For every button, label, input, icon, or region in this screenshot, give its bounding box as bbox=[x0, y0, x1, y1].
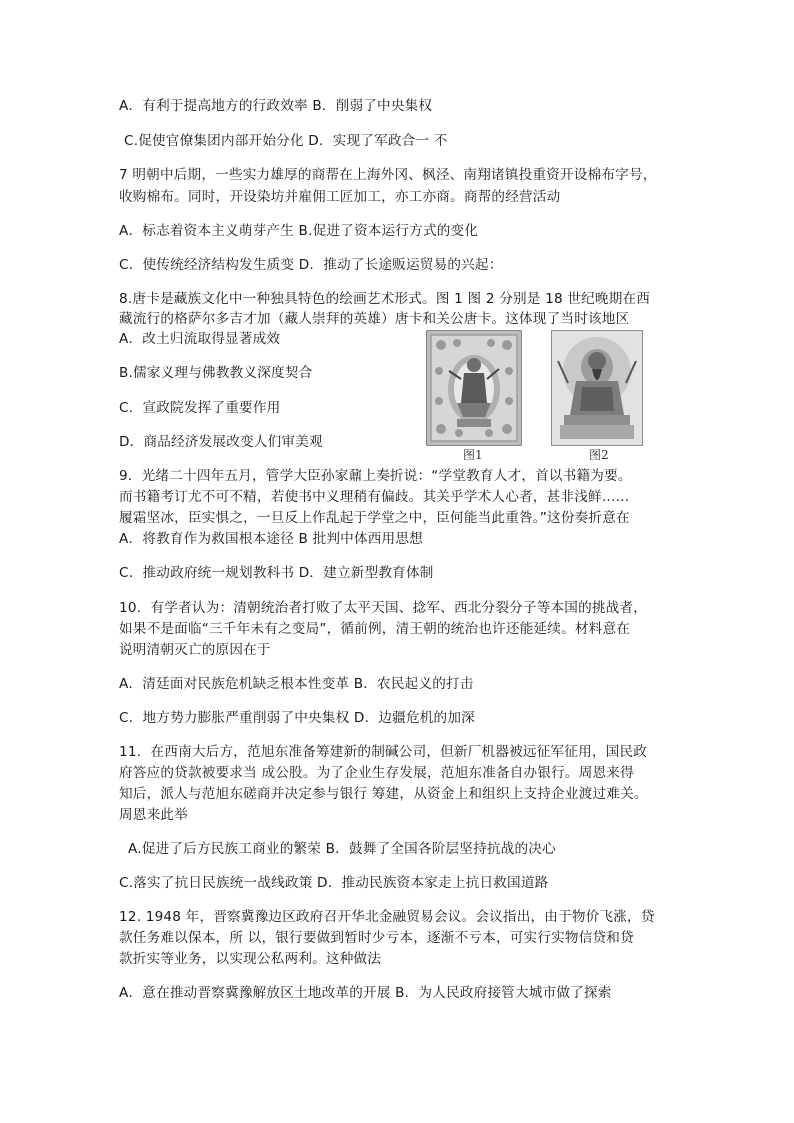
q8-option-d: D．商品经济发展改变人们审美观 bbox=[119, 434, 323, 450]
q9-option-a-b: A．将教育作为救国根本途径 B 批判中体西用思想 bbox=[119, 531, 423, 547]
q9-stem-line-3: 履霜坚冰，臣实惧之，一旦反上作乱起于学堂之中，臣何能当此重咎。”这份奏折意在 bbox=[119, 510, 630, 526]
figure-1-caption: 图1 bbox=[463, 448, 483, 462]
q9-stem-line-1: 9．光绪二十四年五月，管学大臣孙家鼐上奏折说：“学堂教育人才，首以书籍为要。 bbox=[119, 468, 632, 484]
q10-option-c-d: C．地方势力膨胀严重削弱了中央集权 D．边疆危机的加深 bbox=[119, 710, 475, 726]
q10-stem-line-3: 说明清朝灭亡的原因在于 bbox=[119, 642, 271, 658]
q12-option-a-b: A．意在推动晋察冀豫解放区土地改革的开展 B．为人民政府接管大城市做了探索 bbox=[119, 985, 612, 1001]
q7-option-c-d: C．使传统经济结构发生质变 D．推动了长途贩运贸易的兴起： bbox=[119, 257, 503, 273]
q6-option-a-b: A．有利于提高地方的行政效率 B．削弱了中央集权 bbox=[119, 98, 433, 114]
q8-stem-line-2: 藏流行的格萨尔多吉才加（藏人崇拜的英雄）唐卡和关公唐卡。这体现了当时该地区 bbox=[119, 311, 630, 327]
q6-option-c-d: C.促使官僚集团内部开始分化 D．实现了军政合一 不 bbox=[124, 133, 448, 149]
q12-stem-line-3: 款折实等业务，以实现公私两利。这种做法 bbox=[119, 951, 382, 967]
thangka-gesar-image bbox=[427, 331, 521, 445]
q11-stem-line-3: 知后，派人与范旭东磋商并决定参与银行 筹建，从资金上和组织上支持企业渡过难关。 bbox=[119, 786, 648, 802]
thangka-guangong-image bbox=[552, 331, 642, 445]
q11-stem-line-4: 周恩来此举 bbox=[119, 807, 188, 823]
thangka-figure-1 bbox=[426, 330, 522, 446]
figure-2-caption: 图2 bbox=[589, 448, 609, 462]
q11-option-c-d: C.落实了抗日民族统一战线政策 D．推动民族资本家走上抗日救国道路 bbox=[119, 875, 549, 891]
thangka-figure-2 bbox=[551, 330, 643, 446]
q7-stem-line-1: 7 明朝中后期，一些实力雄厚的商帮在上海外冈、枫泾、南翔诸镇投重资开设棉布字号， bbox=[119, 167, 657, 183]
q8-stem-line-1: 8.唐卡是藏族文化中一种独具特色的绘画艺术形式。图 1 图 2 分别是 18 世纪晚期在西 bbox=[119, 291, 651, 307]
q11-option-a-b: A.促进了后方民族工商业的繁荣 B．鼓舞了全国各阶层坚持抗战的决心 bbox=[128, 841, 556, 857]
q9-stem-line-2: 而书籍考订尤不可不精，若使书中义理稍有偏歧。其关乎学术人心者，甚非浅鲜…… bbox=[119, 489, 630, 505]
q7-option-a-b: A．标志着资本主义萌芽产生 B.促进了资本运行方式的变化 bbox=[119, 223, 479, 239]
q10-stem-line-1: 10．有学者认为：清朝统治者打败了太平天国、捻军、西北分裂分子等本国的挑战者， bbox=[119, 600, 648, 616]
q8-option-c: C．宣政院发挥了重要作用 bbox=[119, 400, 281, 416]
q10-stem-line-2: 如果不是面临“三千年未有之变局”，循前例，清王朝的统治也许还能延续。材料意在 bbox=[119, 621, 631, 637]
q12-stem-line-2: 款任务难以保本，所 以，银行要做到暂时少亏本，逐渐不亏本，可实行实物信贷和贷 bbox=[119, 930, 634, 946]
q10-option-a-b: A．清廷面对民族危机缺乏根本性变革 B．农民起义的打击 bbox=[119, 676, 474, 692]
q7-stem-line-2: 收购棉布。同时，开设染坊并雇佣工匠加工，亦工亦商。商帮的经营活动 bbox=[119, 189, 561, 205]
q12-stem-line-1: 12. 1948 年，晋察冀豫边区政府召开华北金融贸易会议。会议指出，由于物价飞涨，贷 bbox=[119, 909, 655, 925]
q11-stem-line-1: 11．在西南大后方，范旭东准备筹建新的制碱公司，但新厂机器被远征军征用，国民政 bbox=[119, 744, 648, 760]
q8-option-b: B.儒家义理与佛教教义深度契合 bbox=[119, 365, 313, 381]
q9-option-c-d: C．推动政府统一规划教科书 D．建立新型教育体制 bbox=[119, 565, 434, 581]
q8-option-a: A．改土归流取得显著成效 bbox=[119, 331, 281, 347]
q11-stem-line-2: 府答应的贷款被要求当 成公股。为了企业生存发展，范旭东准备自办银行。周恩来得 bbox=[119, 765, 634, 781]
